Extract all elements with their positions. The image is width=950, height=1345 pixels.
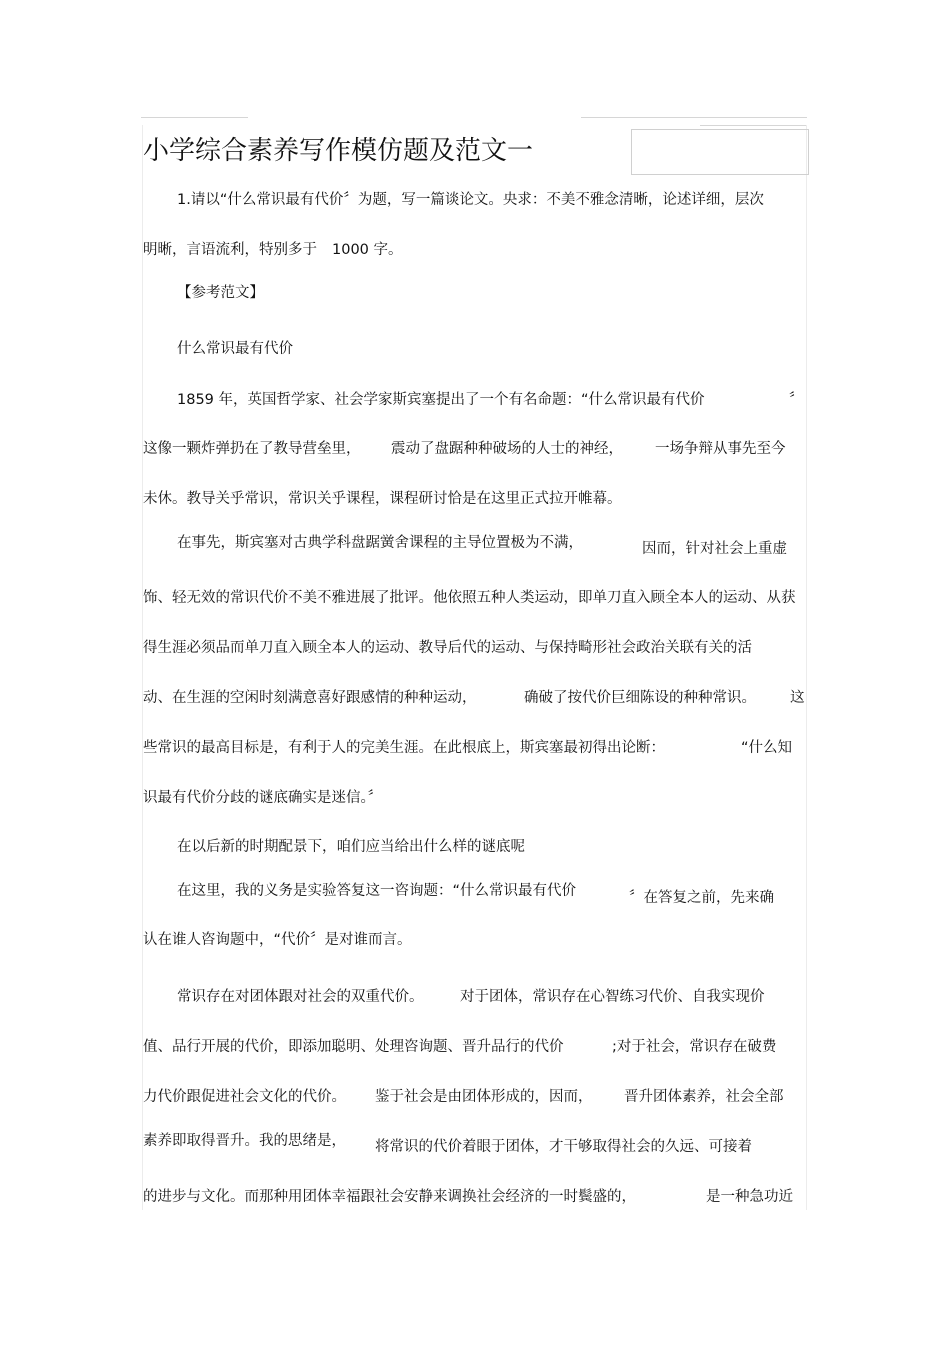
p13-line-a: 常识存在对团体跟对社会的双重代价。 — [177, 989, 424, 1005]
p16-line-a: 素养即取得晋升。我的思绪是， — [143, 1133, 346, 1149]
question-line-2-count: 1000 字。 — [332, 242, 403, 258]
question-line-1: 1.请以“什么常识最有代价〞为题，写一篇谈论文。央求：不美不雅念清晰，论述详细，层次 — [177, 192, 764, 208]
title-side-box — [631, 129, 809, 175]
p17-line-a: 的进步与文化。而那种用团体幸福跟社会安静来调换社会经济的一时鬓盛的， — [143, 1189, 636, 1205]
p2-line-a: 这像一颗炸弹扔在了教导营垒里， — [143, 441, 361, 457]
p11-line-a: 在这里，我的义务是实验答复这一咨询题：“什么常识最有代价 — [177, 883, 577, 899]
p4-line-a: 在事先，斯宾塞对古典学科盘踞黉舍课程的主导位置极为不满， — [177, 535, 583, 551]
frame-top-left — [141, 117, 248, 118]
question-line-2: 明晰，言语流利，特别多于 — [143, 242, 317, 258]
p15-line-c: 晋升团体素养，社会全部 — [624, 1089, 784, 1105]
p12-line: 认在谁人咨询题中，“代价〞是对谁而言。 — [143, 932, 412, 948]
p11-line-b: 〞在答复之前，先来确 — [629, 890, 774, 906]
p2-line-b: 震动了盘踞种种破场的人士的神经， — [391, 441, 623, 457]
p3-line: 未休。教导关乎常识，常识关乎课程，课程研讨恰是在这里正式拉开帷幕。 — [143, 491, 622, 507]
p8-line-a: 些常识的最高目标是，有利于人的完美生涯。在此根底上，斯宾塞最初得出论断： — [143, 740, 665, 756]
p8-line-b: “什么知 — [741, 740, 793, 756]
p10-line: 在以后新的时期配景下，咱们应当给出什么样的谜底呢 — [177, 839, 525, 855]
p2-line-c: 一场争辩从事先至今 — [655, 441, 786, 457]
p15-line-a: 力代价跟促进社会文化的代价。 — [143, 1089, 346, 1105]
p1-quote-mark: 〞 — [789, 392, 804, 408]
p17-line-b: 是一种急功近 — [706, 1189, 793, 1205]
p16-line-b: 将常识的代价着眼于团体，才干够取得社会的久远、可接着 — [375, 1139, 752, 1155]
p4-line-b: 因而，针对社会上重虚 — [642, 541, 787, 557]
essay-subtitle: 什么常识最有代价 — [177, 341, 293, 357]
frame-top-right-2 — [700, 125, 807, 126]
frame-top-right — [581, 117, 807, 118]
page-title: 小学综合素养写作模仿题及范文一 — [143, 136, 534, 166]
p14-line-a: 值、品行开展的代价，即添加聪明、处理咨询题、晋升品行的代价 — [143, 1039, 564, 1055]
p5-line: 饰、轻无效的常识代价不美不雅进展了批评。他依照五种人类运动，即单刀直入顾全本人的运动、从获 — [143, 590, 796, 606]
p14-line-b: ;对于社会，常识存在破费 — [612, 1039, 777, 1055]
p1-line-a: 1859 年，英国哲学家、社会学家斯宾塞提出了一个有名命题：“什么常识最有代价 — [177, 392, 705, 408]
p9-line: 识最有代价分歧的谜底确实是迷信。〞 — [143, 790, 383, 806]
p7-line-a: 动、在生涯的空闲时刻满意喜好跟感情的种种运动， — [143, 690, 477, 706]
p13-line-b: 对于团体，常识存在心智练习代价、自我实现价 — [460, 989, 765, 1005]
p6-line: 得生涯必须品而单刀直入顾全本人的运动、教导后代的运动、与保持畸形社会政治关联有关的活 — [143, 640, 752, 656]
reference-heading: 【参考范文】 — [177, 285, 264, 301]
p15-line-b: 鉴于社会是由团体形成的，因而， — [375, 1089, 593, 1105]
p7-line-b: 确破了按代价巨细陈设的种种常识。 — [524, 690, 756, 706]
p7-line-c: 这 — [790, 690, 805, 706]
frame-right-edge — [806, 125, 807, 1210]
